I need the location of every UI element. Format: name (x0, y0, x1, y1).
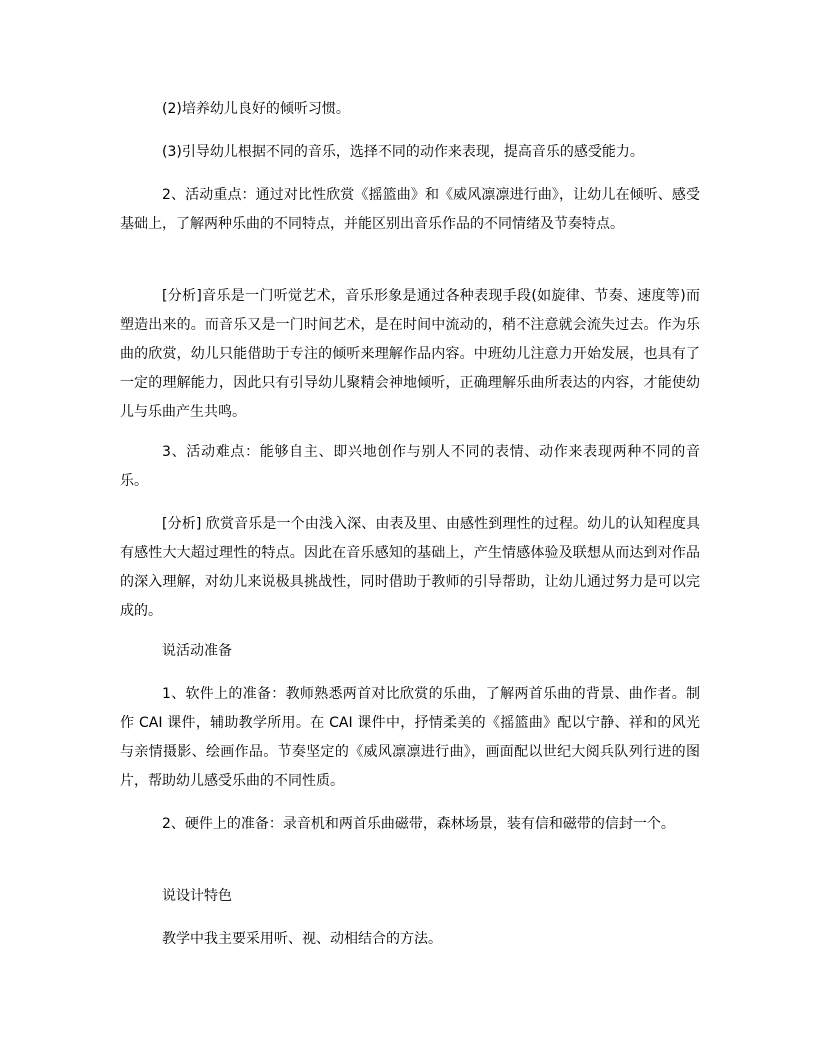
paragraph-analysis-1: [分析]音乐是一门听觉艺术，音乐形象是通过各种表现手段(如旋律、节奏、速度等)而塑造出来的。而音乐又是一门时间艺术，是在时间中流动的，稍不注意就会流失过去。作为乐曲的欣赏，幼儿只能借助于专注的倾听来理解作品内容。中班幼儿注意力开始发展，也具有了一定的理解能力，因此只有引导幼儿聚精会神地倾听，正确理解乐曲所表达的内容，才能使幼儿与乐曲产生共鸣。 (120, 288, 700, 420)
paragraph-key-point: 2、活动重点：通过对比性欣赏《摇篮曲》和《威风凛凛进行曲》，让幼儿在倾听、感受基础上，了解两种乐曲的不同特点，并能区别出音乐作品的不同情绪及节奏特点。 (120, 187, 700, 232)
paragraph-software-prep: 1、软件上的准备：教师熟悉两首对比欣赏的乐曲，了解两首乐曲的背景、曲作者。制作 CAI 课件，辅助教学所用。在 CAI 课件中，抒情柔美的《摇篮曲》配以宁静、祥和的风光与亲情摄影、绘画作品。节奏坚定的《威风凛凛进行曲》，画面配以世纪大阅兵队列行进的图片，帮助幼儿感受乐曲的不同性质。 (120, 686, 700, 789)
paragraph-goal-2: (2)培养幼儿良好的倾听习惯。 (162, 101, 350, 117)
paragraph-analysis-2: [分析] 欣赏音乐是一个由浅入深、由表及里、由感性到理性的过程。幼儿的认知程度具有感性大大超过理性的特点。因此在音乐感知的基础上，产生情感体验及联想从而达到对作品的深入理解，对幼儿来说极具挑战性，同时借助于教师的引导帮助，让幼儿通过努力是可以完成的。 (120, 516, 700, 619)
section-heading-design: 说设计特色 (162, 888, 232, 904)
paragraph-goal-3: (3)引导幼儿根据不同的音乐，选择不同的动作来表现，提高音乐的感受能力。 (162, 144, 644, 160)
paragraph-hardware-prep: 2、硬件上的准备：录音机和两首乐曲磁带，森林场景，装有信和磁带的信封一个。 (162, 816, 675, 832)
paragraph-method: 教学中我主要采用听、视、动相结合的方法。 (162, 931, 442, 947)
section-heading-preparation: 说活动准备 (162, 643, 232, 659)
paragraph-difficulty: 3、活动难点：能够自主、即兴地创作与别人不同的表情、动作来表现两种不同的音乐。 (120, 444, 700, 489)
